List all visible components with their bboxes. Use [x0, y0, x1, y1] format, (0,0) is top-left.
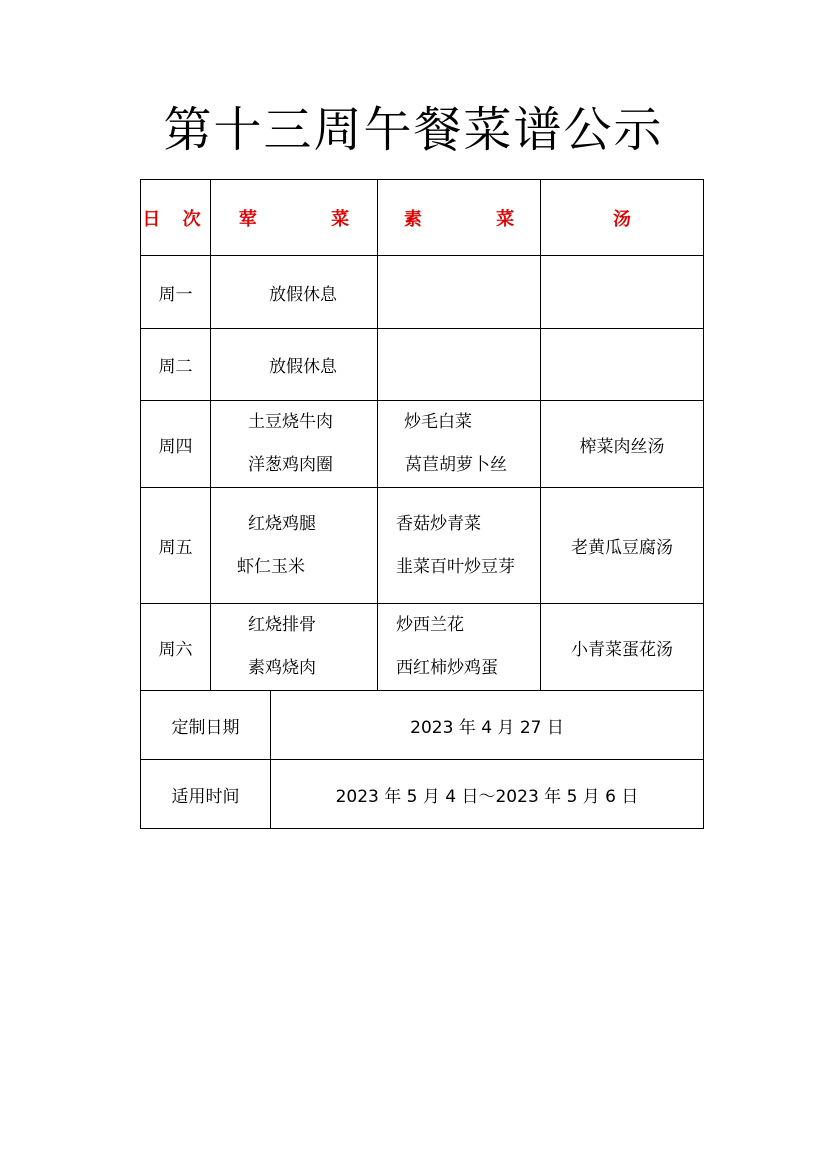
veg-dish: 炒西兰花	[396, 615, 464, 635]
table-row	[141, 488, 704, 604]
veg-dish: 香菇炒青菜	[396, 513, 481, 534]
veg-dish: 西红柿炒鸡蛋	[396, 658, 498, 678]
meat-cell	[211, 604, 378, 691]
day-cell: 周二	[141, 329, 211, 401]
meat-cell	[211, 401, 378, 488]
info-table	[140, 690, 704, 829]
soup-cell: 榨菜肉丝汤	[541, 401, 704, 488]
day-cell: 周一	[141, 256, 211, 329]
table-row	[141, 256, 704, 329]
made-date-row	[141, 691, 704, 760]
soup-cell	[541, 329, 704, 401]
made-date-value: 2023 年 4 月 27 日	[271, 691, 704, 760]
meat-cell	[211, 488, 378, 604]
meat-dish: 洋葱鸡肉圈	[248, 455, 333, 475]
veg-cell	[378, 256, 541, 329]
menu-table	[140, 179, 704, 691]
meat-dish: 放假休息	[269, 357, 337, 377]
applicable-row	[141, 760, 704, 829]
day-cell: 周四	[141, 401, 211, 488]
meat-dish: 素鸡烧肉	[248, 658, 316, 678]
veg-cell	[378, 329, 541, 401]
meat-dish: 放假休息	[269, 284, 337, 305]
meat-cell	[211, 256, 378, 329]
day-cell: 周五	[141, 488, 211, 604]
page-title: 第十三周午餐菜谱公示	[163, 102, 664, 158]
veg-dish: 韭菜百叶炒豆芽	[396, 556, 515, 577]
header-meat-cell	[211, 180, 384, 256]
meat-dish: 红烧排骨	[248, 615, 316, 635]
veg-cell	[378, 604, 541, 691]
veg-cell	[378, 401, 541, 488]
table-row	[141, 401, 704, 488]
header-row	[141, 180, 704, 256]
table-row	[141, 604, 704, 691]
soup-cell: 老黄瓜豆腐汤	[541, 488, 704, 604]
applicable-value: 2023 年 5 月 4 日～2023 年 5 月 6 日	[271, 760, 704, 829]
applicable-label: 适用时间	[141, 760, 271, 829]
meat-cell	[211, 329, 378, 401]
header-meat: 荤 菜	[238, 208, 384, 230]
meat-dish: 红烧鸡腿	[248, 513, 316, 534]
soup-cell: 小青菜蛋花汤	[541, 604, 704, 691]
header-day: 日 次	[142, 208, 209, 230]
header-veg: 素 菜	[403, 208, 549, 230]
header-veg-cell	[378, 180, 549, 256]
meat-dish: 土豆烧牛肉	[248, 412, 333, 432]
header-day-cell	[141, 180, 211, 256]
soup-cell	[541, 256, 704, 329]
veg-dish: 莴苣胡萝卜丝	[405, 455, 507, 475]
meat-dish: 虾仁玉米	[237, 556, 305, 577]
table-row	[141, 329, 704, 401]
made-date-label: 定制日期	[141, 691, 271, 760]
veg-cell	[378, 488, 541, 604]
header-soup-cell	[541, 180, 704, 256]
veg-dish: 炒毛白菜	[404, 412, 472, 432]
header-soup: 汤	[613, 208, 631, 230]
day-cell: 周六	[141, 604, 211, 691]
